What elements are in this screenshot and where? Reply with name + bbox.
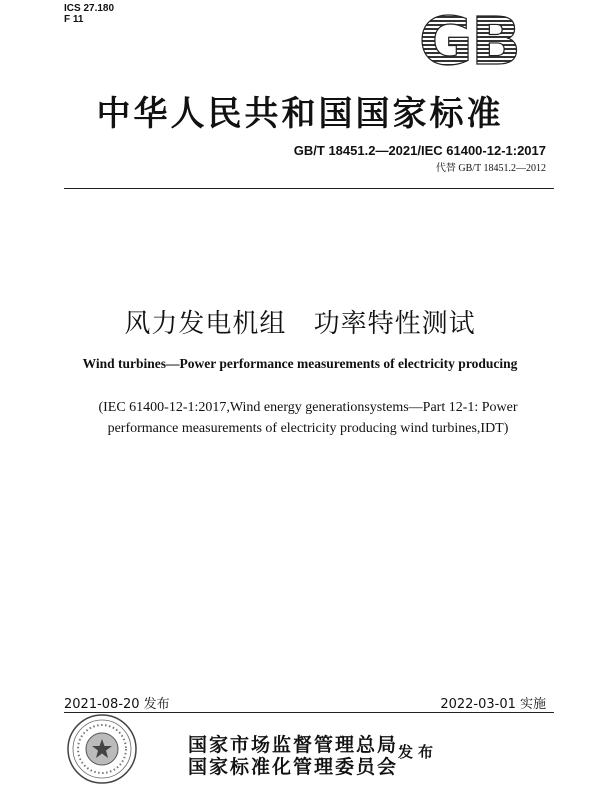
national-emblem-seal [66,713,138,785]
publish-label: 发布 [398,743,439,761]
standard-number: GB/T 18451.2—2021/IEC 61400-12-1:2017 [293,143,546,158]
ics-code: ICS 27.180 [64,3,115,14]
gb-logo [401,8,537,72]
replaces-standard: 代替 GB/T 18451.2—2012 [435,163,546,174]
implementation-date: 2022-03-01 实施 [440,697,546,712]
issuer-samr: 国家市场监督管理总局 [188,734,399,756]
national-standard-heading: 中华人民共和国国家标准 [96,94,504,134]
title-chinese: 风力发电机组 功率特性测试 [124,309,476,339]
adoption-statement: (IEC 61400-12-1:2017,Wind energy generationsystems—Part 12-1: Power performance measurements of electricity producing wind turbines,IDT) [98,400,518,436]
issuer-sac: 国家标准化管理委员会 [188,756,399,778]
header-divider [64,188,554,189]
issue-date: 2021-08-20 发布 [64,697,170,712]
classification-code: F 11 [64,14,84,25]
gb-logo-text: GB [418,8,520,72]
title-english: Wind turbines—Power performance measurements of electricity producing [82,356,518,371]
